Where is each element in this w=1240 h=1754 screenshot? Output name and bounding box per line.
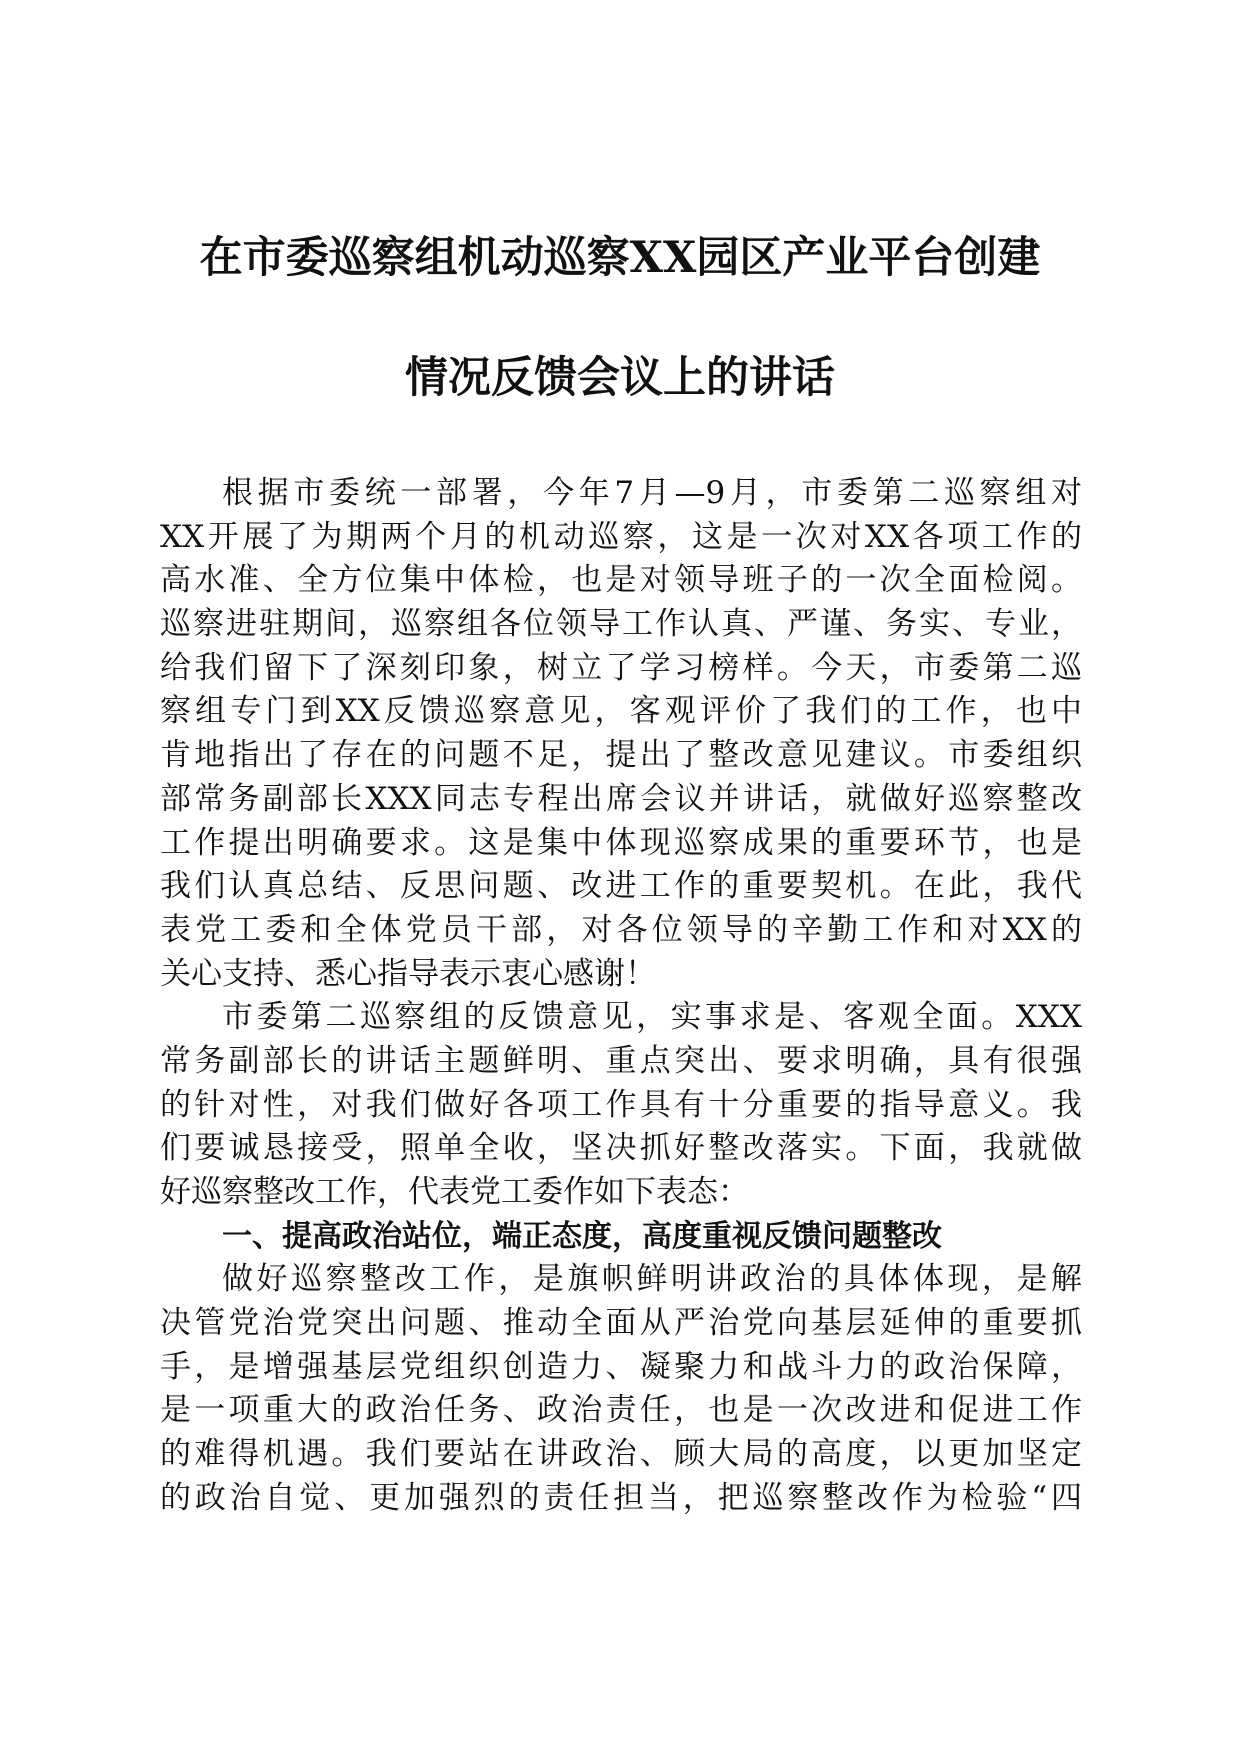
text-line: 高水准、全方位集中体检，也是对领导班子的一次全面检阅。 — [160, 562, 1082, 599]
text-line: 关心支持、悉心指导表示衷心感谢！ — [160, 955, 656, 992]
text-line: 手，是增强基层党组织创造力、凝聚力和战斗力的政治保障， — [160, 1348, 1082, 1385]
text-line: 市委第二巡察组的反馈意见，实事求是、客观全面。XXX — [222, 999, 1082, 1036]
text-line: 给我们留下了深刻印象，树立了学习榜样。今天，市委第二巡 — [160, 649, 1082, 686]
text-line: 好巡察整改工作，代表党工委作如下表态： — [160, 1174, 749, 1210]
section-heading: 一、提高政治站位，端正态度，高度重视反馈问题整改 — [222, 1218, 942, 1254]
text-line: 们要诚恳接受，照单全收，坚决抓好整改落实。下面，我就做 — [160, 1130, 1082, 1167]
text-line: 表党工委和全体党员干部，对各位领导的辛勤工作和对XX的 — [160, 911, 1082, 948]
text-line: 的政治自觉、更加强烈的责任担当，把巡察整改作为检验“四 — [160, 1479, 1082, 1516]
text-line: 我们认真总结、反思问题、改进工作的重要契机。在此，我代 — [160, 868, 1082, 905]
document-body — [160, 472, 1082, 1521]
text-line: 根据市委统一部署，今年7月—9月，市委第二巡察组对 — [222, 475, 1082, 511]
text-line: 工作提出明确要求。这是集中体现巡察成果的重要环节，也是 — [160, 824, 1082, 861]
text-line: 部常务副部长XXX同志专程出席会议并讲话，就做好巡察整改 — [160, 780, 1082, 817]
text-line: 做好巡察整改工作，是旗帜鲜明讲政治的具体体现，是解 — [222, 1261, 1082, 1298]
document-title-line-1: 在市委巡察组机动巡察XX园区产业平台创建 — [199, 233, 1041, 283]
text-line: 肯地指出了存在的问题不足，提出了整改意见建议。市委组织 — [160, 737, 1082, 774]
text-line: 决管党治党突出问题、推动全面从严治党向基层延伸的重要抓 — [160, 1305, 1082, 1342]
text-line: 察组专门到XX反馈巡察意见，客观评价了我们的工作，也中 — [160, 693, 1082, 730]
text-line: 巡察进驻期间，巡察组各位领导工作认真、严谨、务实、专业， — [160, 606, 1082, 643]
document-title-line-2: 情况反馈会议上的讲话 — [405, 353, 835, 403]
text-line: 是一项重大的政治任务、政治责任，也是一次改进和促进工作 — [160, 1392, 1082, 1429]
text-line: XX开展了为期两个月的机动巡察，这是一次对XX各项工作的 — [160, 518, 1082, 555]
text-line: 的针对性，对我们做好各项工作具有十分重要的指导意义。我 — [160, 1086, 1082, 1123]
text-line: 常务副部长的讲话主题鲜明、重点突出、要求明确，具有很强 — [160, 1042, 1082, 1079]
text-line: 的难得机遇。我们要站在讲政治、顾大局的高度，以更加坚定 — [160, 1436, 1082, 1473]
